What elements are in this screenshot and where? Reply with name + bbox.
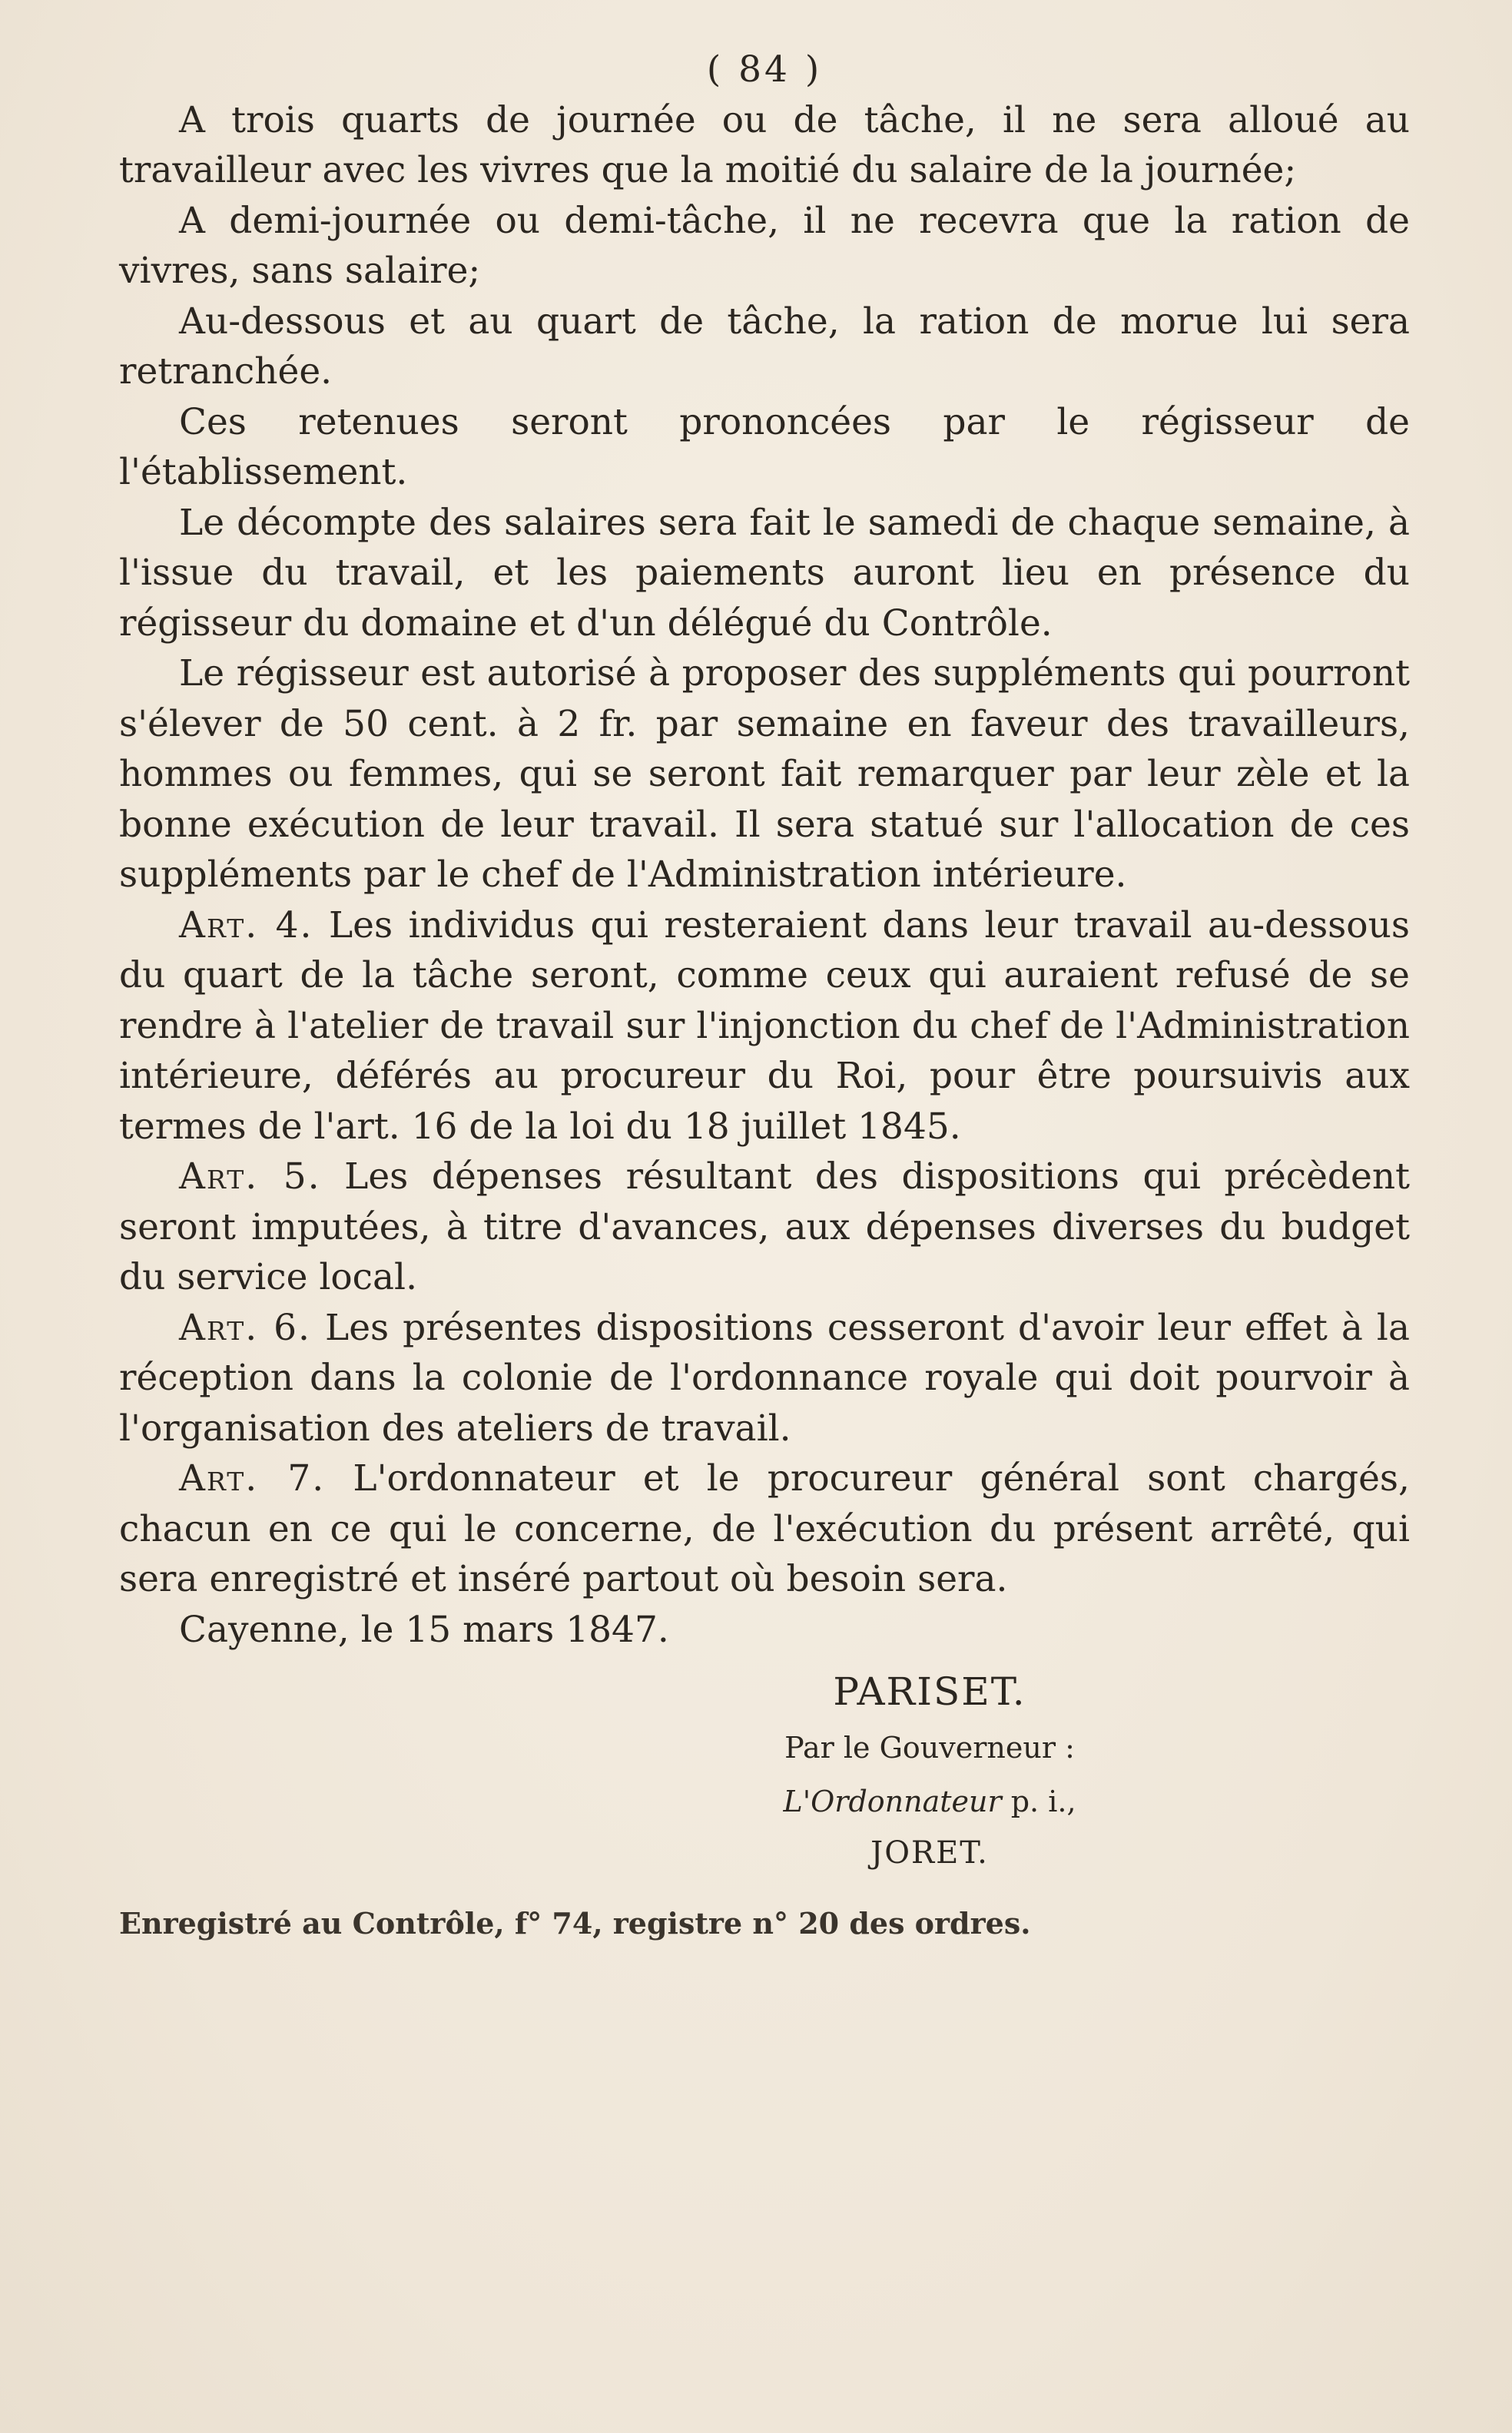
article-6-text: Les présentes dispositions cesseront d'avoir leur effet à la réception dans la colonie de l'ordonnance royale qui doit pourvoir à l'organisation des ateliers de travail. xyxy=(119,1306,1410,1450)
ordonnateur-name: JORET. xyxy=(870,1835,989,1871)
signature-name: PARISET. xyxy=(833,1669,1026,1714)
article-7-text: L'ordonnateur et le procureur général sont chargés, chacun en ce qui le concerne, de l'exécution du présent arrêté, qui sera enregistré et inséré partout où besoin sera. xyxy=(119,1457,1410,1600)
article-6 xyxy=(119,1303,1410,1454)
page-number: ( 84 ) xyxy=(706,48,823,91)
paragraph-retenues: Ces retenues seront prononcées par le régisseur de l'établissement. xyxy=(119,400,1410,493)
article-5-label: Art. 5. xyxy=(179,1155,321,1198)
paragraph-trois-quarts: A trois quarts de journée ou de tâche, il ne sera alloué au travailleur avec les vivres que la moitié du salaire de la journée; xyxy=(119,98,1410,191)
article-4-text: Les individus qui resteraient dans leur travail au-dessous du quart de la tâche seront, comme ceux qui auraient refusé de se rendre à l'atelier de travail sur l'injonction du chef de l'Administration intérieure, déférés au procureur du Roi, pour être poursuivis aux termes de l'art. 16 de la loi du 18 juillet 1845. xyxy=(119,903,1410,1148)
paragraph-decompte: Le décompte des salaires sera fait le samedi de chaque semaine, à l'issue du travail, et les paiements auront lieu en présence du régisseur du domaine et d'un délégué du Contrôle. xyxy=(119,501,1410,645)
article-4-label: Art. 4. xyxy=(179,903,313,946)
article-7 xyxy=(119,1454,1410,1605)
article-6-label: Art. 6. xyxy=(179,1306,312,1349)
signature-block xyxy=(119,1662,1410,1878)
article-5 xyxy=(119,1152,1410,1303)
document-body xyxy=(119,45,1410,1947)
article-4 xyxy=(119,900,1410,1152)
place-date: Cayenne, le 15 mars 1847. xyxy=(179,1608,669,1651)
registre-note: Enregistré au Contrôle, f° 74, registre n° 20 des ordres. xyxy=(119,1906,1031,1941)
ordonnateur-suffix: p. i., xyxy=(1001,1785,1076,1818)
signature-ordonnateur xyxy=(449,1775,1410,1828)
signature-par-le: Par le Gouverneur : xyxy=(784,1731,1075,1765)
paragraph-au-dessous: Au-dessous et au quart de tâche, la ration de morue lui sera retranchée. xyxy=(119,300,1410,393)
paragraph-supplements: Le régisseur est autorisé à proposer des suppléments qui pourront s'élever de 50 cent. à 2 fr. par semaine en faveur des travailleurs, hommes ou femmes, qui se seront fait remarquer par leur zèle et la bonne exécution de leur travail. Il sera statué sur l'allocation de ces suppléments par le chef de l'Administration intérieure. xyxy=(119,652,1410,896)
ordonnateur-title: L'Ordonnateur xyxy=(783,1785,1002,1818)
article-7-label: Art. 7. xyxy=(179,1457,326,1500)
article-5-text: Les dépenses résultant des dispositions qui précèdent seront imputées, à titre d'avances, aux dépenses diverses du budget du service local. xyxy=(119,1155,1410,1298)
paragraph-demi-journee: A demi-journée ou demi-tâche, il ne recevra que la ration de vivres, sans salaire; xyxy=(119,199,1410,292)
